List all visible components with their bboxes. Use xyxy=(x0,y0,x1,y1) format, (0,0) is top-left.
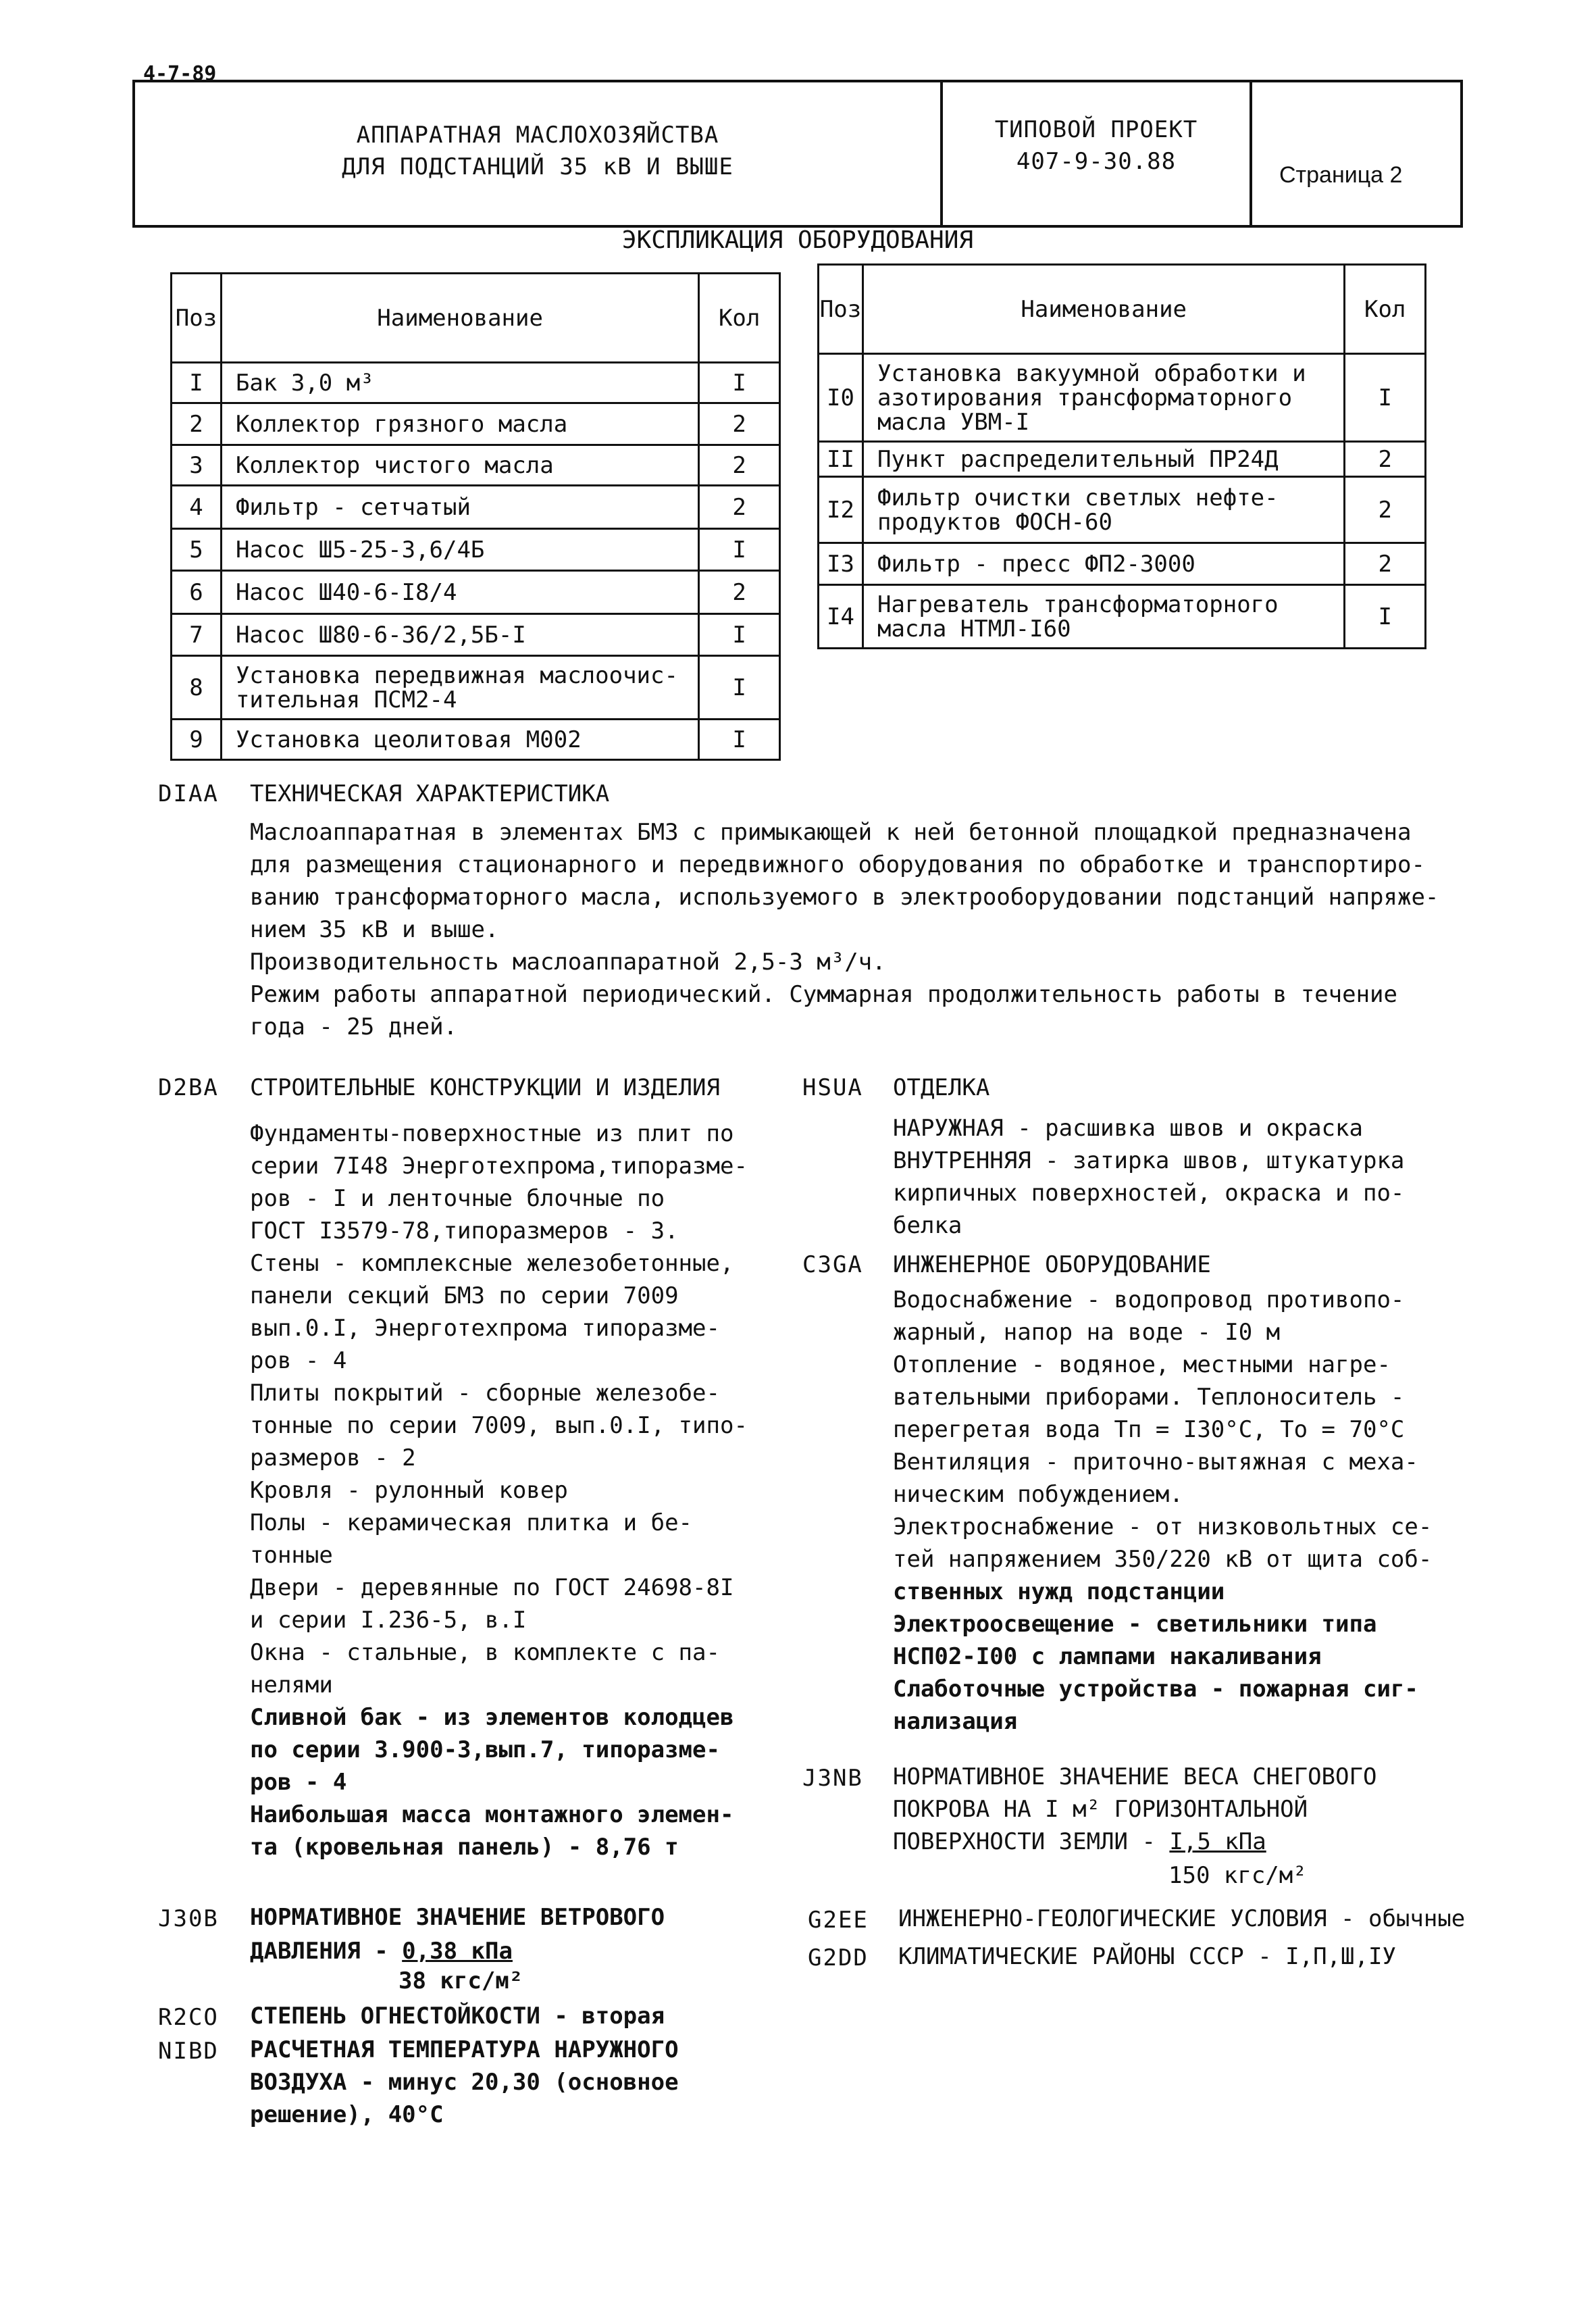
text-line: Кровля - рулонный ковер xyxy=(250,1477,568,1504)
text-line: Отопление - водяное, местными нагре- xyxy=(893,1351,1391,1378)
row-pos: I2 xyxy=(819,477,863,543)
table-row xyxy=(172,445,780,486)
text-line: ГОСТ I3579-78,типоразмеров - 3. xyxy=(250,1217,679,1244)
row-name: Коллектор чистого масла xyxy=(221,445,698,486)
wind-prefix: ДАВЛЕНИЯ - xyxy=(250,1938,403,1965)
row-qty: 2 xyxy=(1345,477,1426,543)
temp-block xyxy=(250,2034,679,2131)
climate-text: КЛИМАТИЧЕСКИЕ РАЙОНЫ СССР - I,П,Ш,IУ xyxy=(898,1943,1396,1970)
header-name: Наименование xyxy=(221,274,698,363)
text-line: ственных нужд подстанции xyxy=(893,1578,1225,1605)
text-line: Двери - деревянные по ГОСТ 24698-8I xyxy=(250,1574,734,1601)
fire-text: СТЕПЕНЬ ОГНЕСТОЙКОСТИ - вторая xyxy=(250,2003,665,2030)
text-line: решение), 40°С xyxy=(250,2101,444,2128)
row-qty: I xyxy=(699,363,780,403)
row-qty: 2 xyxy=(1345,442,1426,477)
header-qty: Кол xyxy=(1345,265,1426,354)
text-line: года - 25 дней. xyxy=(250,1013,458,1040)
table-row xyxy=(819,442,1426,477)
document-code: 4-7-89 xyxy=(143,62,217,86)
row-name xyxy=(863,354,1344,442)
snow-line-3 xyxy=(893,1826,1376,1858)
text-line: ПОКРОВА НА I м² ГОРИЗОНТАЛЬНОЙ xyxy=(893,1796,1308,1823)
row-pos: I4 xyxy=(819,585,863,649)
row-name: Насос Ш80-6-36/2,5Б-I xyxy=(221,614,698,656)
row-pos: II xyxy=(819,442,863,477)
text-line: размеров - 2 xyxy=(250,1444,416,1472)
row-pos: I xyxy=(172,363,222,403)
snow-prefix: ПОВЕРХНОСТИ ЗЕМЛИ - xyxy=(893,1828,1170,1855)
text-line: Стены - комплексные железобетонные, xyxy=(250,1250,734,1277)
text-line: белка xyxy=(893,1212,962,1239)
text-line: нализация xyxy=(893,1708,1018,1735)
engineering-heading: ИНЖЕНЕРНОЕ ОБОРУДОВАНИЕ xyxy=(893,1251,1211,1278)
section-code-wind: J30B xyxy=(158,1905,219,1932)
row-name-line: азотирования трансформаторного xyxy=(877,384,1293,411)
table-row xyxy=(172,571,780,614)
text-line: НОРМАТИВНОЕ ЗНАЧЕНИЕ ВЕСА СНЕГОВОГО xyxy=(893,1763,1377,1790)
row-name: Фильтр - сетчатый xyxy=(221,486,698,529)
text-line: Сливной бак - из элементов колодцев xyxy=(250,1704,734,1731)
text-line: Вентиляция - приточно-вытяжная с меха- xyxy=(893,1449,1418,1476)
section-code-climate: G2DD xyxy=(808,1944,869,1971)
table-row xyxy=(819,477,1426,543)
row-name: Установка цеолитовая М002 xyxy=(221,720,698,760)
construction-heading: СТРОИТЕЛЬНЫЕ КОНСТРУКЦИИ И ИЗДЕЛИЯ xyxy=(250,1074,720,1101)
text-line: Плиты покрытий - сборные железобе- xyxy=(250,1380,720,1407)
row-name: Насос Ш40-6-I8/4 xyxy=(221,571,698,614)
text-line: вательными приборами. Теплоноситель - xyxy=(893,1384,1405,1411)
text-line: Водоснабжение - водопровод противопо- xyxy=(893,1286,1405,1313)
snow-numerator: I,5 кПа xyxy=(1169,1828,1266,1855)
text-line: Электроосвещение - светильники типа xyxy=(893,1611,1377,1638)
table-row xyxy=(172,529,780,571)
section-code-fire: R2CO xyxy=(158,2004,219,2031)
row-qty: I xyxy=(1345,354,1426,442)
table-row xyxy=(819,354,1426,442)
row-qty: 2 xyxy=(699,403,780,445)
header-qty: Кол xyxy=(699,274,780,363)
finishing-list xyxy=(893,1112,1404,1242)
row-pos: I3 xyxy=(819,543,863,585)
text-line: перегретая вода Тп = I30°С, То = 70°С xyxy=(893,1416,1405,1443)
project-cell xyxy=(943,82,1252,228)
row-name-line: масла УВМ-I xyxy=(877,408,1030,436)
row-pos: 3 xyxy=(172,445,222,486)
text-line: ров - I и ленточные блочные по xyxy=(250,1185,665,1212)
equipment-table-right xyxy=(817,263,1426,649)
row-pos: 7 xyxy=(172,614,222,656)
table-header-row xyxy=(172,274,780,363)
text-line: панели секций БМЗ по серии 7009 xyxy=(250,1282,679,1309)
section-code-tech: DIAA xyxy=(158,780,219,807)
row-name: Фильтр - пресс ФП2-3000 xyxy=(863,543,1344,585)
row-qty: 2 xyxy=(699,571,780,614)
row-name xyxy=(863,585,1344,649)
header-pos: Поз xyxy=(819,265,863,354)
section-code-engineering: C3GA xyxy=(802,1251,863,1278)
row-pos: I0 xyxy=(819,354,863,442)
text-line: Режим работы аппаратной периодический. Суммарная продолжительность работы в течение xyxy=(250,981,1397,1008)
table-row xyxy=(172,656,780,720)
text-line: Окна - стальные, в комплекте с па- xyxy=(250,1639,720,1666)
header-name: Наименование xyxy=(863,265,1344,354)
tech-paragraph xyxy=(250,816,1439,1043)
geology-text: ИНЖЕНЕРНО-ГЕОЛОГИЧЕСКИЕ УСЛОВИЯ - обычные xyxy=(898,1905,1466,1932)
explication-title: ЭКСПЛИКАЦИЯ ОБОРУДОВАНИЯ xyxy=(621,226,974,254)
text-line: тей напряжением 350/220 кВ от щита соб- xyxy=(893,1546,1433,1573)
text-line: НСП02-I00 с лампами накаливания xyxy=(893,1643,1322,1670)
row-pos: 5 xyxy=(172,529,222,571)
row-name-line: тительная ПСМ2-4 xyxy=(235,686,457,713)
tech-heading: ТЕХНИЧЕСКАЯ ХАРАКТЕРИСТИКА xyxy=(250,780,610,807)
page-number: Страница 2 xyxy=(1279,162,1403,188)
row-qty: 2 xyxy=(699,445,780,486)
snow-denominator: 150 кгс/м² xyxy=(1168,1862,1307,1889)
text-line: для размещения стационарного и передвижного оборудования по обработке и транспортиро- xyxy=(250,851,1425,878)
row-name-line: Нагреватель трансформаторного xyxy=(877,590,1279,618)
section-code-finishing: HSUA xyxy=(802,1074,863,1101)
row-name-line: продуктов ФОСН-60 xyxy=(877,508,1112,536)
row-qty: 2 xyxy=(699,486,780,529)
section-code-temp: NIBD xyxy=(158,2038,219,2065)
text-line: Слаботочные устройства - пожарная сиг- xyxy=(893,1676,1418,1703)
row-qty: I xyxy=(699,720,780,760)
text-line: Фундаменты-поверхностные из плит по xyxy=(250,1120,734,1147)
title-cell xyxy=(135,82,943,228)
row-name xyxy=(221,656,698,720)
text-line: ванию трансформаторного масла, используемого в электрооборудовании подстанций напряже- xyxy=(250,884,1439,911)
text-line: по серии 3.900-3,вып.7, типоразме- xyxy=(250,1736,720,1763)
text-line: серии 7I48 Энерготехпрома,типоразме- xyxy=(250,1153,748,1180)
title-block xyxy=(132,80,1463,225)
row-name-line: масла НТМЛ-I60 xyxy=(877,615,1071,643)
table-row xyxy=(172,720,780,760)
equipment-table-left xyxy=(170,272,781,761)
row-name: Коллектор грязного масла xyxy=(221,403,698,445)
project-line-1: ТИПОВОЙ ПРОЕКТ xyxy=(994,116,1198,143)
table-row xyxy=(172,614,780,656)
table-row xyxy=(819,585,1426,649)
text-line: Производительность маслоаппаратной 2,5-3 м³/ч. xyxy=(250,949,886,976)
snow-block xyxy=(893,1761,1376,1858)
text-line: Электроснабжение - от низковольтных се- xyxy=(893,1513,1433,1540)
finishing-heading: ОТДЕЛКА xyxy=(893,1074,990,1101)
text-line: вып.0.I, Энерготехпрома типоразме- xyxy=(250,1315,720,1342)
row-qty: I xyxy=(699,614,780,656)
header-pos: Поз xyxy=(172,274,222,363)
row-name: Насос Ш5-25-3,6/4Б xyxy=(221,529,698,571)
row-name-line: Установка передвижная маслоочис- xyxy=(235,661,678,689)
page-cell xyxy=(1252,82,1463,228)
text-line: НАРУЖНАЯ - расшивка швов и окраска xyxy=(893,1115,1363,1142)
row-pos: 8 xyxy=(172,656,222,720)
text-line: и серии I.236-5, в.I xyxy=(250,1607,527,1634)
wind-line-1: НОРМАТИВНОЕ ЗНАЧЕНИЕ ВЕТРОВОГО xyxy=(250,1904,665,1931)
text-line: Полы - керамическая плитка и бе- xyxy=(250,1509,693,1536)
row-name xyxy=(863,477,1344,543)
section-code-construction: D2BA xyxy=(158,1074,219,1101)
section-code-snow: J3NB xyxy=(802,1765,863,1792)
construction-list xyxy=(250,1117,748,1863)
row-qty: I xyxy=(1345,585,1426,649)
text-line: Маслоаппаратная в элементах БМЗ с примыкающей к ней бетонной площадкой предназначена xyxy=(250,819,1412,846)
row-pos: 6 xyxy=(172,571,222,614)
section-code-geology: G2EE xyxy=(808,1907,869,1934)
text-line: ВНУТРЕННЯЯ - затирка швов, штукатурка xyxy=(893,1147,1405,1174)
row-pos: 2 xyxy=(172,403,222,445)
text-line: РАСЧЕТНАЯ ТЕМПЕРАТУРА НАРУЖНОГО xyxy=(250,2036,679,2063)
row-qty: I xyxy=(699,529,780,571)
text-line: тонные по серии 7009, вып.0.I, типо- xyxy=(250,1412,748,1439)
table-row xyxy=(172,403,780,445)
table-row xyxy=(172,486,780,529)
text-line: Наибольшая масса монтажного элемен- xyxy=(250,1801,734,1828)
row-qty: 2 xyxy=(1345,543,1426,585)
text-line: нием 35 кВ и выше. xyxy=(250,916,499,943)
wind-numerator: 0,38 кПа xyxy=(402,1938,513,1965)
row-name-line: Фильтр очистки светлых нефте- xyxy=(877,484,1279,511)
title-line-2: ДЛЯ ПОДСТАНЦИЙ 35 кВ И ВЫШЕ xyxy=(342,153,733,180)
text-line: тонные xyxy=(250,1542,333,1569)
text-line: та (кровельная панель) - 8,76 т xyxy=(250,1834,679,1861)
row-qty: I xyxy=(699,656,780,720)
project-number: 407-9-30.88 xyxy=(1016,148,1177,175)
row-name-line: Установка вакуумной обработки и xyxy=(877,359,1306,387)
table-row xyxy=(172,363,780,403)
text-line: ров - 4 xyxy=(250,1769,347,1796)
text-line: ВОЗДУХА - минус 20,30 (основное xyxy=(250,2069,679,2096)
title-line-1: АППАРАТНАЯ МАСЛОХОЗЯЙСТВА xyxy=(356,122,719,149)
text-line: жарный, напор на воде - I0 м xyxy=(893,1319,1281,1346)
row-name: Пункт распределительный ПР24Д xyxy=(863,442,1344,477)
engineering-list xyxy=(893,1284,1432,1738)
row-pos: 9 xyxy=(172,720,222,760)
wind-denominator: 38 кгс/м² xyxy=(398,1967,523,1994)
text-line: кирпичных поверхностей, окраска и по- xyxy=(893,1180,1405,1207)
row-pos: 4 xyxy=(172,486,222,529)
table-row xyxy=(819,543,1426,585)
text-line: ров - 4 xyxy=(250,1347,347,1374)
wind-line-2 xyxy=(250,1935,513,1967)
text-line: ническим побуждением. xyxy=(893,1481,1183,1508)
table-header-row xyxy=(819,265,1426,354)
text-line: нелями xyxy=(250,1671,333,1699)
row-name: Бак 3,0 м³ xyxy=(221,363,698,403)
